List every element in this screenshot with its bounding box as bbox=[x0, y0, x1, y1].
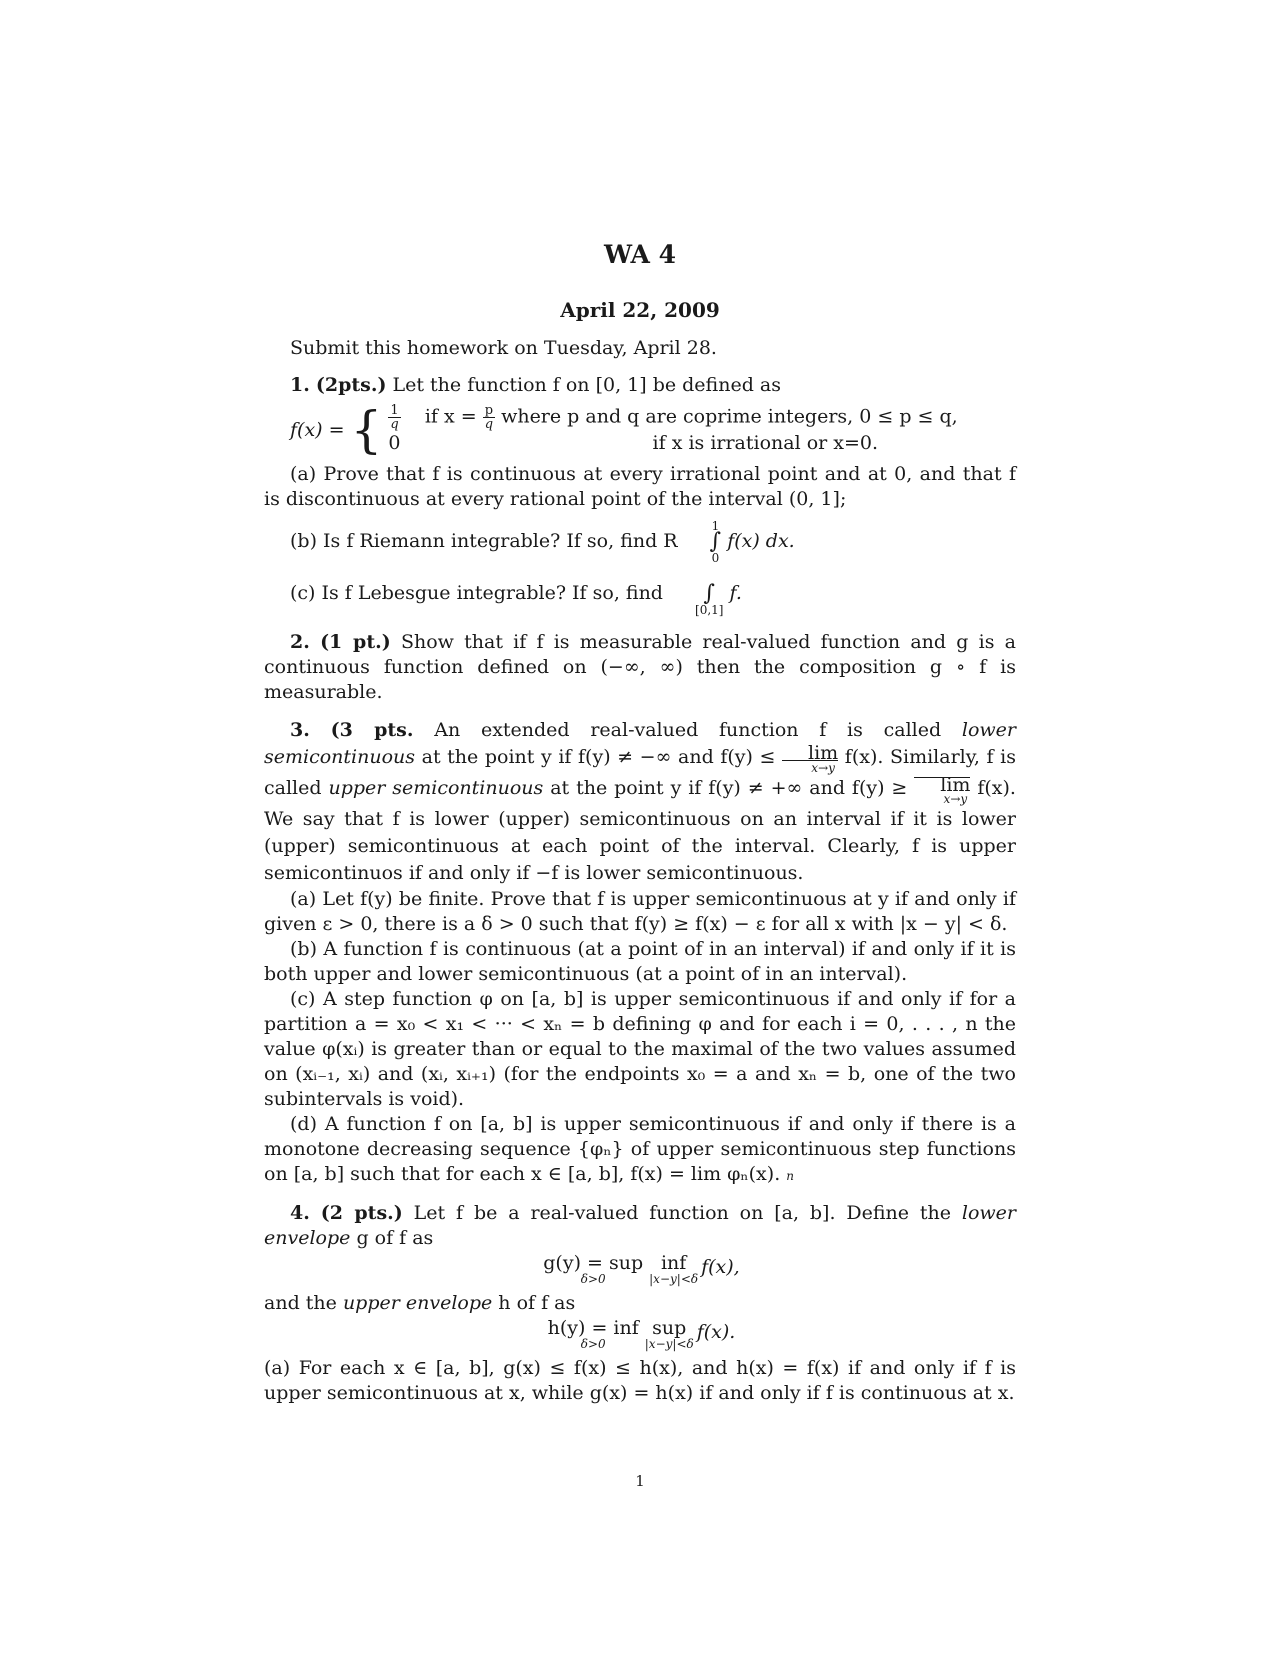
case2-value: 0 bbox=[388, 432, 401, 454]
problem-1-number: 1. bbox=[290, 374, 310, 396]
problem-1-text: Let the function f on [0, 1] be defined as bbox=[392, 374, 781, 396]
case1-fraction: $\frac{p}{q}$ bbox=[484, 403, 494, 432]
case1-value: $\frac{1}{q}$ bbox=[390, 403, 399, 432]
problem-4-part-a: (a) For each x ∈ [a, b], g(x) ≤ f(x) ≤ h(x), and h(x) = f(x) if and only if f is upper semicontinuous at x, while g(x) = h(x) if and only if f is continuous at x. bbox=[264, 1357, 1016, 1404]
problem-3-part-b: (b) A function f is continuous (at a point of in an interval) if and only if it is both upper and lower semicontinuous (at a point of in an interval). bbox=[264, 938, 1016, 985]
lim-subscript-n: n bbox=[786, 1169, 795, 1183]
limsup-operator: lim x→y bbox=[914, 777, 970, 806]
document-date: April 22, 2009 bbox=[560, 298, 720, 322]
liminf-operator: lim x→y bbox=[782, 746, 838, 775]
problem-4-intro: 4. (2 pts.) Let f be a real-valued function on [a, b]. Define the lower envelope g of f as bbox=[264, 1202, 1017, 1249]
intro-text: Submit this homework on Tuesday, April 28. bbox=[290, 337, 717, 359]
riemann-integral-sign: 1 ∫ 0 bbox=[709, 519, 722, 565]
problem-3-intro: 3. (3 pts. An extended real-valued function f is called lower semicontinuous at the point y if f(y) ≠ −∞ and f(y) ≤ lim x→y f(x). Similarly, f is called upper semicontinuous at the point y if f(y) ≠ +∞ and f(y) ≥ lim x→y f(x). We say that f is lower (upper) semicontinuous on an interval if it is lower (upper) semicontinuous at each point of the interval. Clearly, f is upper semicontinuos if and only if −f is lower semicontinuous. bbox=[264, 719, 1017, 884]
problem-2-points: (1 pt.) bbox=[320, 631, 391, 653]
case2-cond: if x is irrational or x=0. bbox=[652, 432, 879, 454]
problem-1-statement bbox=[264, 373, 1016, 398]
problem-1-part-b: (b) Is f Riemann integrable? If so, find R 1 ∫ 0 f(x) dx. bbox=[290, 519, 795, 565]
document-title: WA 4 bbox=[604, 240, 676, 269]
problem-4-points: (2 pts.) bbox=[320, 1202, 403, 1224]
term-lower-semicontinuous: lower semicontinuous bbox=[264, 719, 1017, 768]
upper-envelope-equation: h(y) = inf δ>0 sup |x−y|<δ f(x). bbox=[547, 1317, 736, 1351]
problem-3-part-d: (d) A function f on [a, b] is upper semicontinuous if and only if there is a monotone decreasing sequence {φₙ} of upper semicontinuous step functions on [a, b] such that for each x ∈ [a, b], f(x) = lim φₙ(x). n bbox=[264, 1113, 1016, 1185]
problem-2-text: Show that if f is measurable real-valued function and g is a continuous function defined on (−∞, ∞) then the composition g ∘ f is measurable. bbox=[264, 631, 1016, 703]
problem-3-number: 3. bbox=[290, 719, 310, 741]
page-number: 1 bbox=[635, 1472, 645, 1490]
problem-2 bbox=[264, 630, 1016, 705]
case1-cond-suffix: where p and q are coprime integers, 0 ≤ p ≤ q, bbox=[501, 405, 958, 428]
document-body bbox=[264, 336, 1016, 1406]
term-upper-semicontinuous: upper semicontinuous bbox=[328, 777, 544, 799]
problem-2-number: 2. bbox=[290, 631, 310, 653]
problem-1-part-a: (a) Prove that f is continuous at every irrational point and at 0, and that f is discontinuous at every rational point of the interval (0, 1]; bbox=[264, 463, 1016, 510]
piecewise-definition bbox=[290, 401, 1016, 459]
problem-4-number: 4. bbox=[290, 1202, 310, 1224]
problem-1-part-c: (c) Is f Lebesgue integrable? If so, find ∫ [0,1] f. bbox=[264, 570, 1016, 618]
lebesgue-integral-sign: ∫ [0,1] bbox=[695, 581, 724, 617]
problem-3-part-a: (a) Let f(y) be finite. Prove that f is upper semicontinuous at y if and only if given ε > 0, there is a δ > 0 such that f(y) ≥ f(x) − ε for all x with |x − y| < δ. bbox=[264, 888, 1016, 935]
left-brace: { bbox=[350, 401, 383, 459]
piecewise-lhs: f(x) = bbox=[290, 418, 345, 441]
term-upper-envelope: upper envelope bbox=[342, 1292, 493, 1314]
case1-cond-prefix: if x = bbox=[424, 405, 477, 428]
term-lower-envelope: lower envelope bbox=[264, 1202, 1017, 1249]
problem-3-part-c: (c) A step function φ on [a, b] is upper semicontinuous if and only if for a partition a = x₀ < x₁ < ··· < xₙ = b defining φ and for each i = 0, . . . , n the value φ(xᵢ) is greater than or equal to the maximal of the two values assumed on (xᵢ₋₁, xᵢ) and (xᵢ, xᵢ₊₁) (for the endpoints x₀ = a and xₙ = b, one of the two subintervals is void). bbox=[264, 988, 1016, 1110]
lower-envelope-equation: g(y) = sup δ>0 inf |x−y|<δ f(x), bbox=[543, 1252, 740, 1286]
problem-1-points: (2pts.) bbox=[315, 374, 387, 396]
problem-3-points: (3 pts. bbox=[330, 719, 414, 741]
problem-4-middle: and the upper envelope h of f as bbox=[264, 1292, 576, 1314]
